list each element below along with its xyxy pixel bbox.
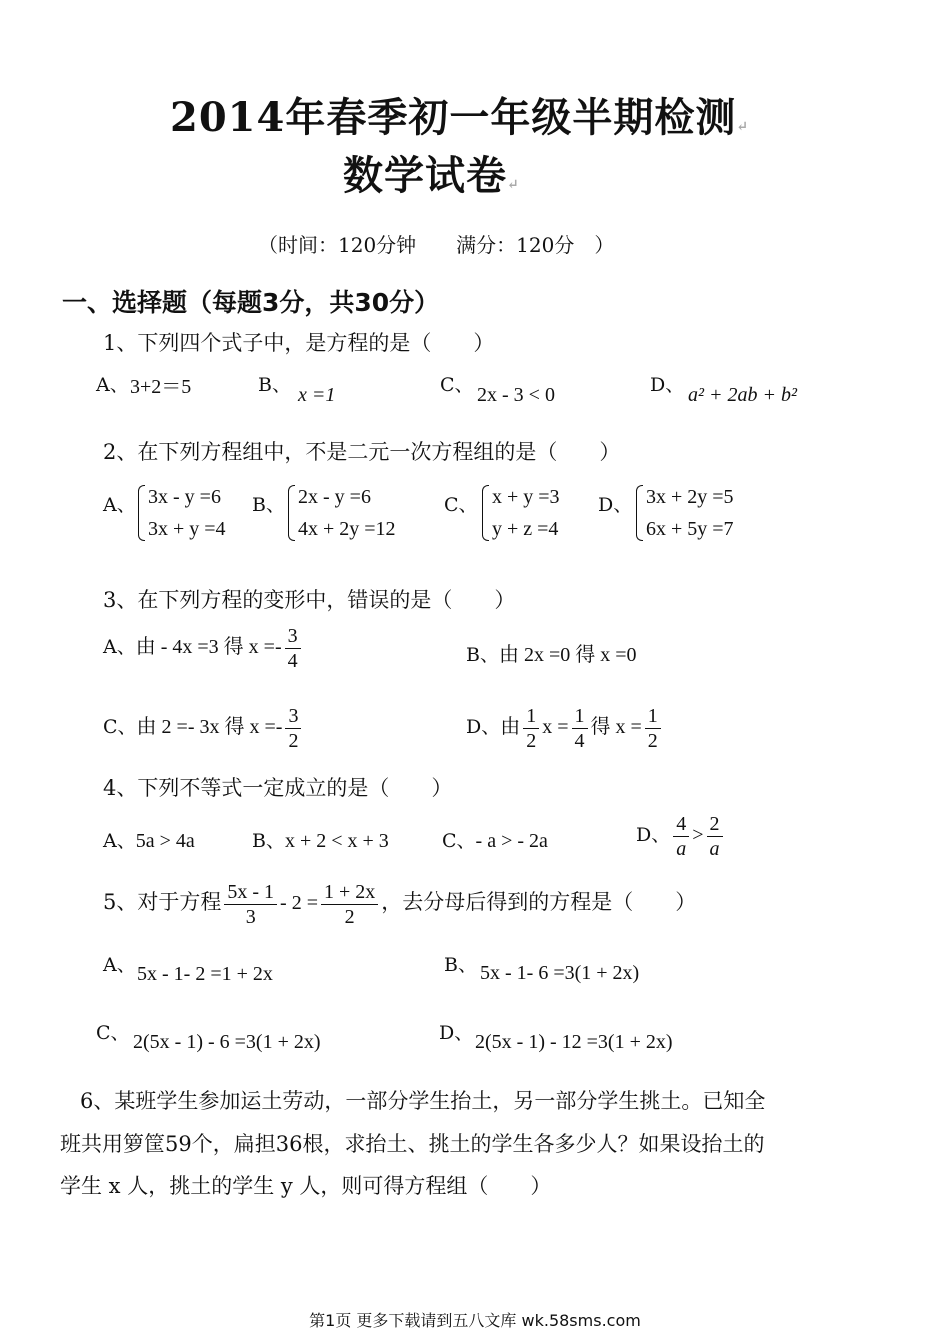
q2-a-eq1: 3x - y =6 <box>148 486 221 508</box>
q5-fraction-2 <box>321 880 378 929</box>
q3-a-expression: 由 - 4x =3 得 x =- <box>135 636 282 658</box>
question-2-stem: 2、在下列方程组中，不是二元一次方程组的是（ ） <box>103 440 621 464</box>
q5-stem-suffix: ，去分母后得到的方程是（ ） <box>381 890 697 914</box>
q3-option-b <box>466 638 637 667</box>
denominator: 2 <box>526 730 537 752</box>
numerator: 3 <box>285 624 301 649</box>
q3-option-c-label: C、 <box>103 716 137 738</box>
q5-option-b-label: B、 <box>444 954 477 976</box>
q2-b-eq1: 2x - y =6 <box>298 486 371 508</box>
question-6-line-2: 班共用箩筐59个，扁担36根，求抬土、挑土的学生各多少人？如果设抬土的 <box>60 1132 765 1156</box>
q4-d-fraction-2 <box>707 812 723 861</box>
q2-option-a <box>138 481 226 545</box>
numerator: 3 <box>285 704 301 729</box>
q3-a-fraction <box>285 624 301 673</box>
q2-c-eq2: y + z =4 <box>492 518 559 540</box>
section-heading: 一、选择题（每题3分，共30分） <box>62 288 440 317</box>
q2-c-eq1: x + y =3 <box>492 486 560 508</box>
q2-option-b <box>288 481 396 545</box>
q2-option-d <box>636 481 734 545</box>
question-4-stem: 4、下列不等式一定成立的是（ ） <box>103 776 453 800</box>
q3-option-a <box>103 624 304 673</box>
denominator: 3 <box>245 906 256 928</box>
q3-option-a-label: A、 <box>103 636 136 658</box>
q5-option-c-label: C、 <box>96 1022 130 1044</box>
q3-d-fraction-1 <box>523 704 539 753</box>
q5-option-d-label: D、 <box>439 1022 474 1044</box>
return-mark-icon: ↵ <box>507 177 520 193</box>
q1-option-a: 3+2＝5 <box>130 376 192 398</box>
q4-a-expression: 5a > 4a <box>135 830 195 852</box>
q3-d-middle: x = <box>542 716 569 738</box>
q3-c-fraction <box>285 704 301 753</box>
q2-option-c-label: C、 <box>444 494 478 516</box>
q2-option-b-label: B、 <box>252 494 285 516</box>
return-mark-icon: ↵ <box>736 119 750 135</box>
numerator: 5x - 1 <box>224 880 277 905</box>
q5-option-b: 5x - 1- 6 =3(1 + 2x) <box>480 962 640 984</box>
q1-option-b: x =1 <box>298 384 336 406</box>
equation-system-brace <box>636 481 734 545</box>
q5-option-a: 5x - 1- 2 =1 + 2x <box>137 963 273 985</box>
q2-d-eq1: 3x + 2y =5 <box>646 486 734 508</box>
q2-option-a-label: A、 <box>103 494 136 516</box>
q1-option-c-label: C、 <box>440 374 474 396</box>
q4-option-a <box>103 826 195 853</box>
numerator: 4 <box>673 812 689 837</box>
q3-d-prefix: 由 <box>500 716 521 738</box>
exam-info: （时间：120分钟 满分：120分 ） <box>258 233 615 257</box>
q1-option-c: 2x - 3 < 0 <box>477 384 555 406</box>
denominator: a <box>676 838 687 860</box>
q2-a-eq2: 3x + y =4 <box>148 518 226 540</box>
q1-option-a-label: A、 <box>96 374 129 396</box>
question-3-stem: 3、在下列方程的变形中，错误的是（ ） <box>103 588 516 612</box>
q1-option-d: a² + 2ab + b² <box>688 384 797 406</box>
q4-d-operator: > <box>692 824 704 846</box>
q1-option-d-label: D、 <box>650 374 685 396</box>
q5-option-a-label: A、 <box>103 954 136 976</box>
q5-option-c: 2(5x - 1) - 6 =3(1 + 2x) <box>133 1031 321 1053</box>
question-6-line-3: 学生 x 人，挑土的学生 y 人，则可得方程组（ ） <box>60 1174 552 1198</box>
numerator: 2 <box>707 812 723 837</box>
q3-d-fraction-3 <box>645 704 661 753</box>
question-1-stem: 1、下列四个式子中，是方程的是（ ） <box>103 331 495 355</box>
q3-b-expression: 由 2x =0 得 x =0 <box>498 644 637 666</box>
title-line-2: 数学试卷↵ <box>343 152 520 199</box>
denominator: 2 <box>647 730 658 752</box>
equation-system-brace <box>138 481 226 545</box>
q3-d-fraction-2 <box>572 704 588 753</box>
q4-d-fraction-1 <box>673 812 689 861</box>
q4-option-b-label: B、 <box>252 830 285 852</box>
q3-option-d <box>466 704 664 753</box>
q3-option-b-label: B、 <box>466 644 499 666</box>
numerator: 1 + 2x <box>321 880 378 905</box>
denominator: a <box>709 838 720 860</box>
q4-option-c <box>442 826 548 853</box>
q4-b-expression: x + 2 < x + 3 <box>284 830 389 852</box>
page-footer: 第1页 更多下载请到五八文库 wk.58sms.com <box>309 1311 641 1330</box>
title-line-1: 2014年春季初一年级半期检测↵ <box>170 94 750 141</box>
question-5-stem <box>103 880 696 929</box>
q4-option-a-label: A、 <box>103 830 136 852</box>
q2-option-d-label: D、 <box>598 494 633 516</box>
q2-d-eq2: 6x + 5y =7 <box>646 518 734 540</box>
q4-option-c-label: C、 <box>442 830 476 852</box>
q4-option-d <box>636 812 726 861</box>
numerator: 1 <box>523 704 539 729</box>
q4-c-expression: - a > - 2a <box>475 830 548 852</box>
q2-b-eq2: 4x + 2y =12 <box>298 518 396 540</box>
q3-d-result-text: 得 x = <box>590 716 642 738</box>
denominator: 2 <box>288 730 299 752</box>
q5-fraction-1 <box>224 880 277 929</box>
q3-c-expression: 由 2 =- 3x 得 x =- <box>136 716 283 738</box>
denominator: 4 <box>574 730 585 752</box>
q3-option-d-label: D、 <box>466 716 501 738</box>
denominator: 2 <box>344 906 355 928</box>
numerator: 1 <box>645 704 661 729</box>
equation-system-brace <box>288 481 396 545</box>
q5-middle: - 2 = <box>280 892 318 914</box>
q2-option-c <box>482 481 560 545</box>
question-6-line-1: 6、某班学生参加运土劳动，一部分学生抬土，另一部分学生挑土。已知全 <box>80 1089 766 1113</box>
q1-option-b-label: B、 <box>258 374 291 396</box>
q4-option-b <box>252 826 389 853</box>
equation-system-brace <box>482 481 560 545</box>
numerator: 1 <box>572 704 588 729</box>
q4-option-d-label: D、 <box>636 824 671 846</box>
q3-option-c <box>103 704 304 753</box>
q5-option-d: 2(5x - 1) - 12 =3(1 + 2x) <box>475 1031 673 1053</box>
denominator: 4 <box>287 650 298 672</box>
q5-stem-prefix: 5、对于方程 <box>103 890 222 914</box>
